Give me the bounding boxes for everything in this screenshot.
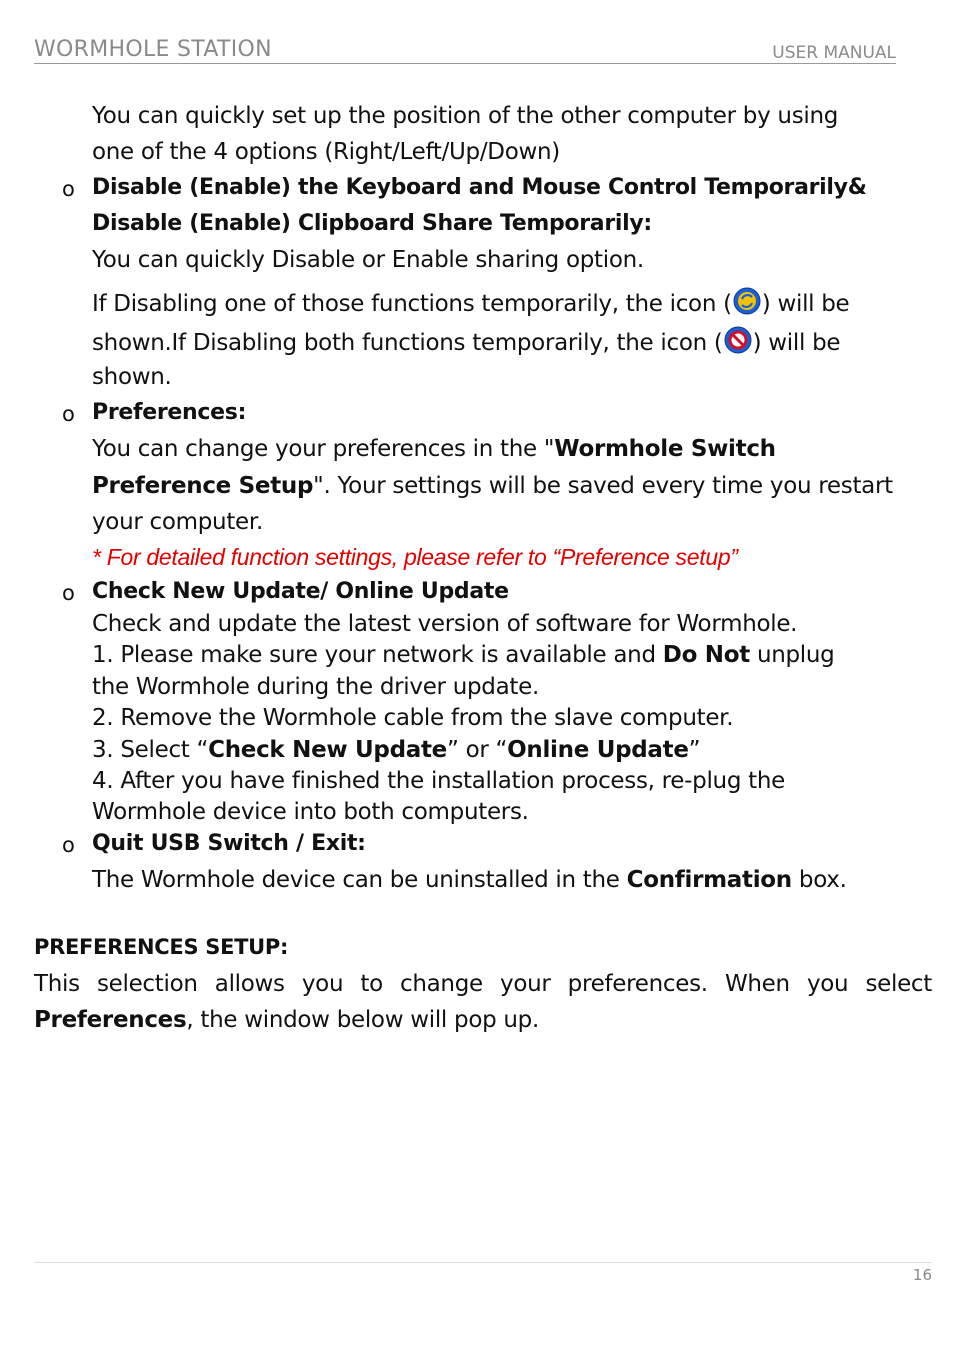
bullet-marker: o bbox=[62, 833, 75, 857]
disable-para-line-2 bbox=[92, 326, 840, 358]
update-text-c: 3. Select “ bbox=[92, 737, 209, 763]
update-line-4: 2. Remove the Wormhole cable from the slave computer. bbox=[92, 705, 734, 731]
quit-line-1 bbox=[92, 865, 847, 895]
document-header-label: USER MANUAL bbox=[772, 43, 896, 63]
preferences-text-bold-a: Wormhole Switch bbox=[554, 436, 776, 462]
preferences-line-2 bbox=[92, 471, 893, 501]
preferences-title: Preferences: bbox=[92, 400, 247, 425]
update-text-bold-b: Check New Update bbox=[208, 737, 447, 763]
disable-para-line-3: shown. bbox=[92, 364, 172, 390]
update-line-5 bbox=[92, 735, 700, 765]
preferences-text-a: You can change your preferences in the " bbox=[92, 436, 555, 462]
bullet-marker: o bbox=[62, 581, 75, 605]
disable-para-text-d: ) will be bbox=[752, 330, 841, 356]
sync-paused-icon bbox=[733, 287, 761, 315]
header-divider bbox=[34, 63, 896, 64]
disable-para-text-a: If Disabling one of those functions temporarily, the icon ( bbox=[92, 291, 732, 317]
preferences-text-b: ". Your settings will be saved every time you restart bbox=[313, 473, 893, 499]
disable-title-line-2: Disable (Enable) Clipboard Share Temporarily: bbox=[92, 211, 652, 236]
update-text-a: 1. Please make sure your network is available and bbox=[92, 642, 663, 668]
update-line-1: Check and update the latest version of software for Wormhole. bbox=[92, 611, 798, 637]
footer-divider bbox=[34, 1262, 932, 1263]
update-text-d: ” or “ bbox=[446, 737, 508, 763]
preferences-text-bold-b: Preference Setup bbox=[92, 473, 314, 499]
disable-para-text-c: shown.If Disabling both functions temporarily, the icon ( bbox=[92, 330, 723, 356]
update-text-e: ” bbox=[688, 737, 701, 763]
preferences-setup-line-1: This selection allows you to change your preferences. When you select bbox=[34, 971, 932, 997]
disable-title-line-1: Disable (Enable) the Keyboard and Mouse Control Temporarily& bbox=[92, 175, 867, 200]
preferences-setup-heading: PREFERENCES SETUP: bbox=[34, 935, 289, 959]
preferences-note: * For detailed function settings, please refer to “Preference setup” bbox=[92, 544, 738, 570]
bullet-marker: o bbox=[62, 402, 75, 426]
page-number: 16 bbox=[912, 1266, 932, 1284]
preferences-setup-line-2 bbox=[34, 1005, 539, 1035]
preferences-line-1 bbox=[92, 434, 776, 464]
quit-text-bold: Confirmation bbox=[626, 867, 792, 893]
quit-text-b: box. bbox=[791, 867, 847, 893]
disable-desc: You can quickly Disable or Enable sharing option. bbox=[92, 247, 644, 273]
preferences-setup-text-bold: Preferences bbox=[34, 1007, 187, 1033]
update-line-6: 4. After you have finished the installation process, re-plug the bbox=[92, 768, 785, 794]
quit-text-a: The Wormhole device can be uninstalled in the bbox=[92, 867, 627, 893]
update-line-3: the Wormhole during the driver update. bbox=[92, 674, 539, 700]
document-header-title: WORMHOLE STATION bbox=[34, 37, 272, 62]
disable-para-text-b: ) will be bbox=[761, 291, 850, 317]
update-text-bold-c: Online Update bbox=[507, 737, 689, 763]
update-text-b: unplug bbox=[749, 642, 835, 668]
update-line-7: Wormhole device into both computers. bbox=[92, 799, 529, 825]
preferences-setup-text: , the window below will pop up. bbox=[186, 1007, 539, 1033]
update-text-bold-a: Do Not bbox=[662, 642, 750, 668]
sync-blocked-icon bbox=[724, 326, 752, 354]
preferences-line-3: your computer. bbox=[92, 509, 263, 535]
disable-para-line-1 bbox=[92, 287, 849, 319]
intro-line-2: one of the 4 options (Right/Left/Up/Down) bbox=[92, 139, 560, 165]
intro-line-1: You can quickly set up the position of the other computer by using bbox=[92, 103, 839, 129]
quit-title: Quit USB Switch / Exit: bbox=[92, 831, 366, 856]
bullet-marker: o bbox=[62, 177, 75, 201]
update-line-2 bbox=[92, 640, 834, 670]
update-title: Check New Update/ Online Update bbox=[92, 579, 509, 604]
